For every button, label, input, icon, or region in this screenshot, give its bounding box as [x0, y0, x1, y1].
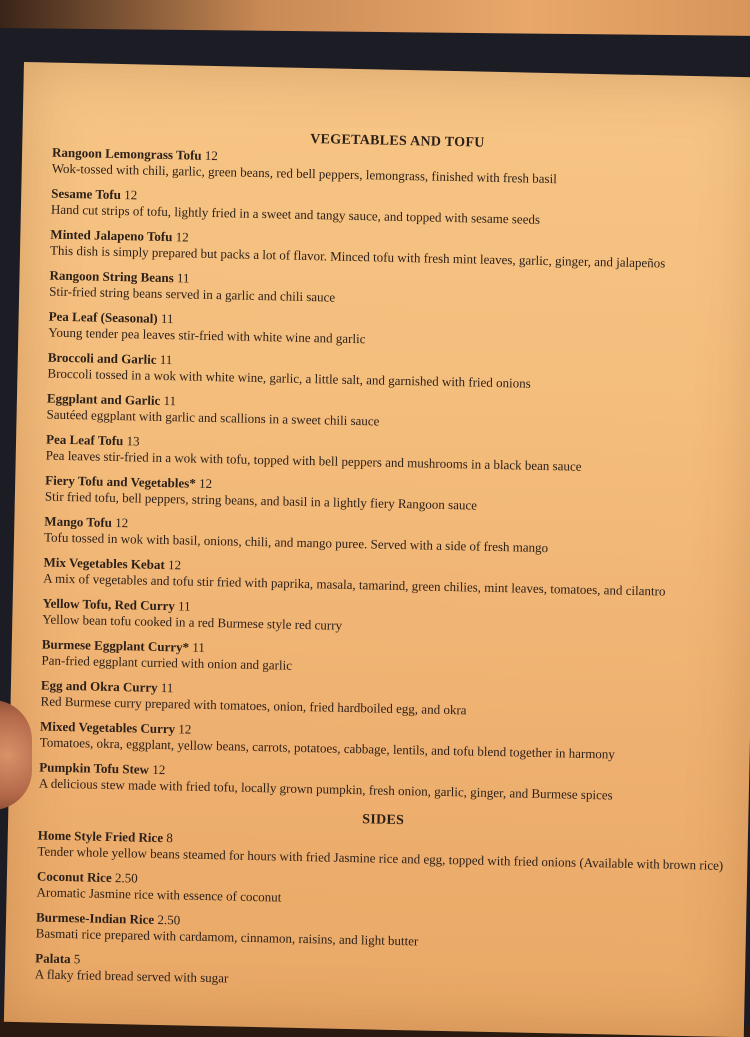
menu-item-name: Fiery Tofu and Vegetables*: [45, 472, 196, 491]
menu-item-name: Home Style Fried Rice: [37, 827, 164, 846]
menu-item: [47, 350, 738, 396]
menu-item-description: Wok-tossed with chili, garlic, green beans, red bell peppers, lemongrass, finished with fresh basil: [51, 160, 557, 187]
menu-item: [50, 227, 741, 273]
menu-item: [37, 827, 728, 873]
menu-item-description: Tofu tossed in wok with basil, onions, chili, and mango puree. Served with a side of fresh mango: [43, 529, 549, 556]
menu-item-price: 8: [166, 830, 173, 846]
menu-item-description: Pea leaves stir-fried in a wok with tofu, topped with bell peppers and mushrooms in a black bean sauce: [45, 447, 582, 474]
menu-item-price: 11: [192, 639, 206, 655]
menu-item-price: 12: [198, 475, 213, 492]
menu-item-name: Egg and Okra Curry: [40, 677, 158, 695]
menu-item: [44, 514, 735, 560]
menu-item: [35, 950, 726, 996]
menu-item-price: 11: [160, 680, 174, 696]
menu-item-description: Young tender pea leaves stir-fried with white wine and garlic: [48, 324, 366, 347]
menu-item-description: Yellow bean tofu cooked in a red Burmese style red curry: [42, 611, 343, 633]
sides-list: [35, 827, 728, 996]
menu-item-description: Broccoli tossed in a wok with white wine, garlic, a little salt, and garnished with fried onions: [47, 365, 531, 391]
menu-item-name: Burmese Eggplant Curry*: [41, 636, 190, 655]
menu-item-price: 12: [167, 557, 182, 573]
menu-item: [40, 718, 731, 764]
menu-item-description: Stir-fried string beans served in a garlic and chili sauce: [49, 283, 336, 305]
menu-item-price: 12: [124, 187, 138, 203]
menu-item-price: 5: [73, 951, 81, 967]
menu-item-price: 2.50: [157, 911, 181, 928]
menu-item: [51, 186, 742, 232]
menu-item-name: Yellow Tofu, Red Curry: [42, 595, 175, 614]
menu-item-description: A delicious stew made with fried tofu, locally grown pumpkin, fresh onion, garlic, ginger, and Burmese spices: [38, 775, 613, 803]
menu-item-name: Mango Tofu: [44, 513, 113, 530]
menu-item-price: 12: [178, 721, 192, 737]
menu-item: [36, 868, 727, 914]
section-title-sides: SIDES: [362, 812, 405, 829]
menu-item-price: 11: [177, 598, 191, 614]
menu-item-description: Stir fried tofu, bell peppers, string beans, and basil in a lightly fiery Rangoon sauce: [44, 488, 478, 513]
menu-item-description: Tender whole yellow beans steamed for hours with fried Jasmine rice and egg, topped with fried onions (Available with brown rice): [37, 843, 724, 873]
vegetables-list: [39, 145, 742, 806]
menu-item-name: Pea Leaf (Seasonal): [48, 308, 158, 326]
menu-item-description: Red Burmese curry prepared with tomatoes, onion, fried hardboiled egg, and okra: [40, 693, 467, 718]
menu-item-description: This dish is simply prepared but packs a lot of flavor. Minced tofu with fresh mint leaves, garlic, ginger, and jalapeños: [49, 242, 666, 271]
menu-item-name: Palata: [35, 950, 71, 967]
menu-item: [48, 309, 739, 355]
menu-item-price: 11: [159, 351, 173, 368]
menu-item-name: Sesame Tofu: [51, 185, 122, 203]
menu-item-price: 11: [163, 392, 177, 409]
menu-item: [40, 677, 731, 723]
menu-item-name: Mix Vegetables Kebat: [43, 554, 165, 573]
menu-item-name: Coconut Rice: [36, 868, 112, 886]
menu-content: [35, 127, 743, 1006]
menu-item-name: Rangoon Lemongrass Tofu: [51, 144, 202, 163]
menu-item-description: Sautéed eggplant with garlic and scallions in a sweet chili sauce: [46, 406, 380, 429]
menu-item-description: Hand cut strips of tofu, lightly fried in a sweet and tangy sauce, and topped with sesame seeds: [50, 201, 541, 227]
menu-item-description: A flaky fried bread served with sugar: [34, 966, 229, 986]
menu-item-price: 12: [152, 761, 166, 778]
menu-item: [42, 596, 733, 642]
menu-item-price: 12: [175, 229, 189, 245]
menu-item: [43, 555, 734, 601]
menu-item-name: Broccoli and Garlic: [47, 349, 157, 367]
section-title-vegetables: VEGETABLES AND TOFU: [310, 132, 485, 151]
menu-item-price: 13: [126, 433, 140, 449]
menu-item: [39, 759, 730, 805]
menu-item: [36, 909, 727, 955]
menu-item-name: Mixed Vegetables Curry: [39, 718, 176, 737]
menu-item-name: Burmese-Indian Rice: [35, 909, 155, 927]
menu-item-price: 12: [115, 515, 129, 531]
menu-item-description: A mix of vegetables and tofu stir fried with paprika, masala, tamarind, green chilies, mint leaves, tomatoes, and cilantro: [43, 570, 666, 599]
menu-item: [49, 268, 740, 314]
menu-item-name: Pumpkin Tofu Stew: [39, 759, 150, 777]
menu-item-name: Rangoon String Beans: [49, 267, 174, 286]
menu-item-description: Basmati rice prepared with cardamom, cinnamon, raisins, and light butter: [35, 925, 419, 949]
menu-item-name: Pea Leaf Tofu: [45, 431, 124, 449]
menu-item-price: 12: [204, 147, 219, 164]
menu-item: [45, 473, 736, 519]
menu-page: [4, 62, 750, 1037]
menu-item-price: 11: [160, 310, 174, 327]
menu-item: [41, 637, 732, 683]
menu-item-description: Pan-fried eggplant curried with onion and garlic: [41, 652, 293, 673]
menu-item: [46, 432, 737, 478]
menu-item-name: Minted Jalapeno Tofu: [50, 226, 173, 245]
menu-item-price: 2.50: [114, 870, 138, 886]
menu-item: [46, 391, 737, 437]
menu-item-description: Tomatoes, okra, eggplant, yellow beans, carrots, potatoes, cabbage, lentils, and tofu blend together in harmony: [39, 734, 616, 762]
menu-item-name: Eggplant and Garlic: [46, 390, 161, 408]
menu-item-description: Aromatic Jasmine rice with essence of coconut: [36, 884, 282, 905]
menu-item-price: 11: [176, 270, 190, 286]
